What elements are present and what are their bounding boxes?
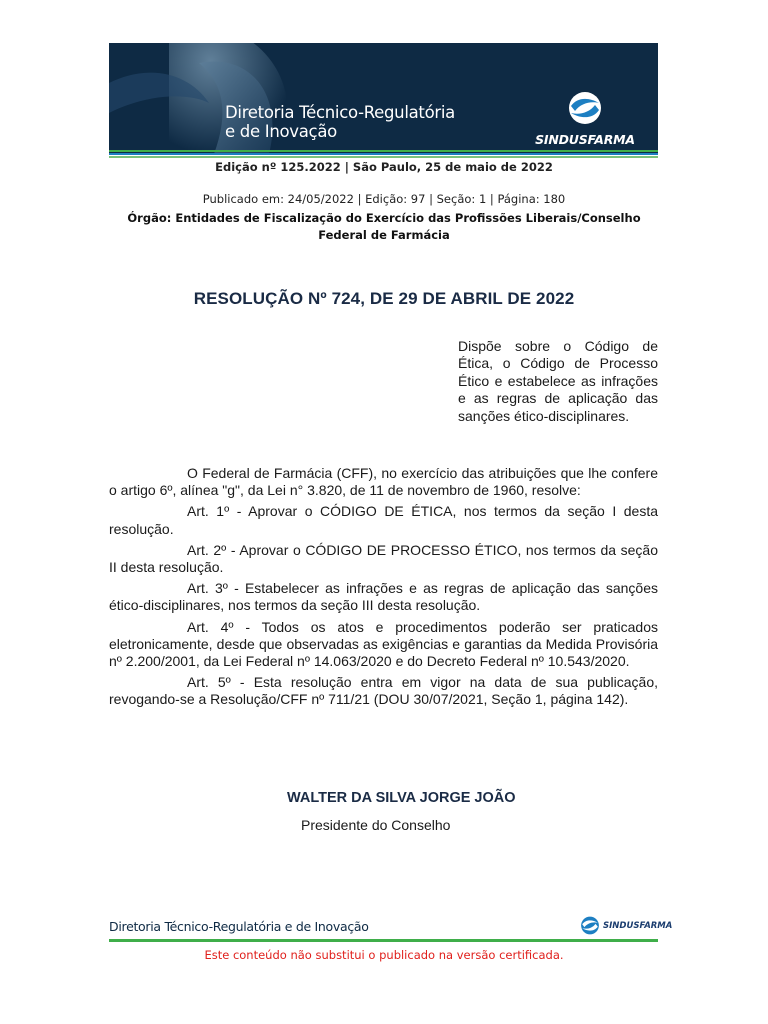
disclaimer-text: Este conteúdo não substitui o publicado na versão certificada.: [204, 948, 564, 962]
resolution-ementa: Dispõe sobre o Código de Ética, o Código de Processo Ético e estabelece as infrações e as regras de aplicação das sanções ético-disciplinares.: [458, 338, 658, 424]
signer-name: WALTER DA SILVA JORGE JOÃO: [287, 790, 516, 806]
paragraph-art-3: Art. 3º - Estabelecer as infrações e as regras de aplicação das sanções ético-disciplinares, nos termos da seção III desta resolução.: [109, 580, 658, 614]
orgao-line: Órgão: Entidades de Fiscalização do Exercício das Profissões Liberais/Conselho Federal de Farmácia: [127, 211, 641, 242]
resolution-title: RESOLUÇÃO Nº 724, DE 29 DE ABRIL DE 2022: [193, 289, 575, 308]
paragraph-art-2: Art. 2º - Aprovar o CÓDIGO DE PROCESSO ÉTICO, nos termos da seção II desta resolução.: [109, 541, 658, 576]
paragraph-art-5: Art. 5º - Esta resolução entra em vigor na data de sua publicação, revogando-se a Resolução/CFF nº 711/21 (DOU 30/07/2021, Seção 1, página 142).: [109, 674, 658, 708]
header-stripes: [109, 150, 658, 159]
banner-title-line2: e de Inovação: [225, 122, 337, 141]
sindusfarma-logo-icon: [567, 91, 603, 125]
footer-logo-text: SINDUSFARMA: [603, 920, 673, 931]
header-banner: [109, 43, 658, 154]
signer-role: Presidente do Conselho: [301, 817, 451, 833]
published-line: Publicado em: 24/05/2022 | Edição: 97 | Seção: 1 | Página: 180: [202, 192, 566, 206]
sindusfarma-logo-text: SINDUSFARMA: [535, 132, 635, 147]
footer-title: Diretoria Técnico-Regulatória e de Inovação: [109, 919, 369, 934]
banner-title: [225, 103, 455, 141]
paragraph-art-4: Art. 4º - Todos os atos e procedimentos poderão ser praticados eletronicamente, desde que observadas as exigências e garantias da Medida Provisória nº 2.200/2001, da Lei Federal nº 14.063/2020 e do Decreto Federal nº 10.543/2020.: [109, 618, 658, 670]
footer-logo: [580, 916, 672, 935]
sindusfarma-logo: [530, 91, 640, 147]
paragraph-art-1: Art. 1º - Aprovar o CÓDIGO DE ÉTICA, nos termos da seção I desta resolução.: [109, 503, 658, 537]
footer-divider: [109, 939, 658, 942]
resolution-body: [109, 465, 658, 713]
edition-line: Edição nº 125.2022 | São Paulo, 25 de maio de 2022: [215, 160, 553, 174]
footer-logo-icon: [580, 916, 600, 935]
banner-title-line1: Diretoria Técnico-Regulatória: [225, 103, 455, 122]
paragraph-preamble: O Federal de Farmácia (CFF), no exercício das atribuições que lhe confere o artigo 6º, alínea "g", da Lei n° 3.820, de 11 de novembro de 1960, resolve:: [109, 465, 658, 499]
